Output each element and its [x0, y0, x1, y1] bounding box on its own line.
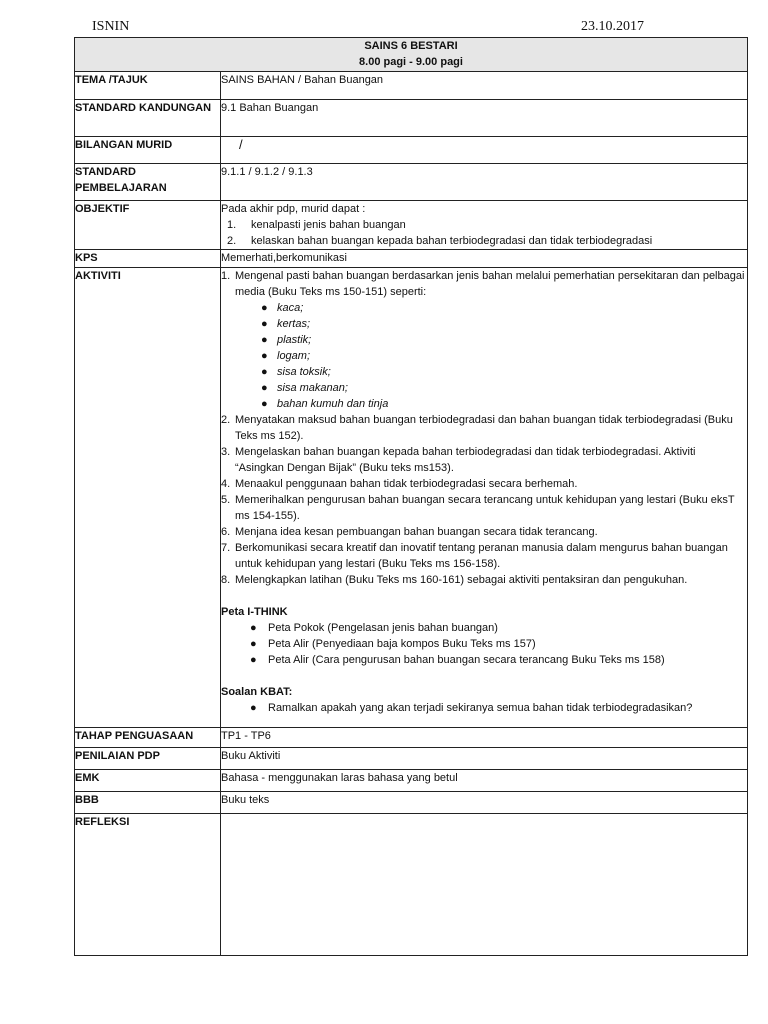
objektif-list: [221, 217, 747, 249]
bullet-icon: ●: [261, 350, 268, 362]
page-header-line: [92, 19, 644, 37]
title-row: [75, 38, 748, 72]
list-item: 2. Menyatakan maksud bahan buangan terbiodegradasi dan bahan buangan tidak terbiodegradasi (Buku Teks ms 152).: [221, 414, 733, 442]
bullet-icon: ●: [250, 622, 257, 634]
list-item: ● Peta Alir (Cara pengurusan bahan buangan secara terancang Buku Teks ms 158): [250, 654, 665, 666]
soalan-kbat-list: [221, 700, 747, 716]
list-item: ● bahan kumuh dan tinja: [261, 398, 389, 410]
list-item: ● kertas;: [261, 318, 311, 330]
tahap-label: TAHAP PENGUASAAN: [75, 728, 221, 748]
emk-label: EMK: [75, 770, 221, 792]
list-item: ● sisa toksik;: [261, 366, 331, 378]
day-label: ISNIN: [92, 19, 130, 34]
lesson-plan-table: [74, 37, 748, 956]
list-item: 5. Memerihalkan pengurusan bahan buangan secara terancang untuk kehidupan yang lestari (Buku eksT ms 154-155).: [221, 494, 735, 522]
refleksi-label: REFLEKSI: [75, 814, 221, 956]
standard-kandungan-value: 9.1 Bahan Buangan: [221, 100, 748, 137]
list-item: 2. kelaskan bahan buangan kepada bahan terbiodegradasi dan tidak terbiodegradasi: [227, 235, 653, 247]
row-penilaian: [75, 748, 748, 770]
list-item: ● Peta Pokok (Pengelasan jenis bahan buangan): [250, 622, 498, 634]
tahap-value: TP1 - TP6: [221, 728, 748, 748]
aktiviti-label: AKTIVITI: [75, 268, 221, 728]
list-item: 1. kenalpasti jenis bahan buangan: [227, 219, 406, 231]
kps-value: Memerhati,berkomunikasi: [221, 250, 748, 268]
penilaian-value: Buku Aktiviti: [221, 748, 748, 770]
row-tema: [75, 72, 748, 100]
objektif-intro: Pada akhir pdp, murid dapat :: [221, 203, 366, 215]
row-refleksi: [75, 814, 748, 956]
bilangan-murid-label: BILANGAN MURID: [75, 137, 221, 164]
row-bilangan-murid: [75, 137, 748, 164]
tema-label: TEMA /TAJUK: [75, 72, 221, 100]
tema-value: SAINS BAHAN / Bahan Buangan: [221, 72, 748, 100]
refleksi-value: [221, 814, 748, 956]
kps-label: KPS: [75, 250, 221, 268]
aktiviti-value: [221, 268, 748, 728]
peta-ithink-heading: Peta I-THINK: [221, 606, 288, 618]
standard-kandungan-label: STANDARD KANDUNGAN: [75, 100, 221, 137]
bullet-icon: ●: [250, 638, 257, 650]
standard-pembelajaran-value: 9.1.1 / 9.1.2 / 9.1.3: [221, 164, 748, 201]
time-title: 8.00 pagi - 9.00 pagi: [359, 56, 463, 68]
subject-title: SAINS 6 BESTARI: [364, 40, 458, 52]
list-item: ● Ramalkan apakah yang akan terjadi sekiranya semua bahan tidak terbiodegradasikan?: [250, 702, 693, 714]
list-item: 8. Melengkapkan latihan (Buku Teks ms 160-161) sebagai aktiviti pentaksiran dan pengukuhan.: [221, 574, 688, 586]
objektif-value: [221, 201, 748, 250]
bahan-bullet-list: [221, 300, 747, 412]
bullet-icon: ●: [261, 398, 268, 410]
bullet-icon: ●: [261, 334, 268, 346]
row-kps: [75, 250, 748, 268]
bullet-icon: ●: [261, 318, 268, 330]
list-item: ● sisa makanan;: [261, 382, 348, 394]
aktiviti-list: [221, 268, 747, 300]
list-item: 3. Mengelaskan bahan buangan kepada bahan terbiodegradasi dan tidak terbiodegradasi. Aktiviti “Asingkan Dengan Bijak” (Buku teks ms153).: [221, 446, 696, 474]
penilaian-label: PENILAIAN PDP: [75, 748, 221, 770]
bullet-icon: ●: [261, 382, 268, 394]
list-item: 4. Menaakul penggunaan bahan tidak terbiodegradasi secara berhemah.: [221, 478, 578, 490]
row-standard-kandungan: [75, 100, 748, 137]
standard-pembelajaran-label: STANDARD PEMBELAJARAN: [75, 164, 221, 201]
row-aktiviti: [75, 268, 748, 728]
bbb-value: Buku teks: [221, 792, 748, 814]
list-item: 1. Mengenal pasti bahan buangan berdasarkan jenis bahan melalui pemerhatian persekitaran dan pelbagai media (Buku Teks ms 150-151) seperti:: [221, 270, 745, 298]
spacer: [221, 588, 747, 604]
row-tahap: [75, 728, 748, 748]
list-item: ● logam;: [261, 350, 311, 362]
bullet-icon: ●: [261, 302, 268, 314]
bilangan-murid-text: /: [239, 137, 243, 152]
row-objektif: [75, 201, 748, 250]
emk-value: Bahasa - menggunakan laras bahasa yang betul: [221, 770, 748, 792]
bilangan-murid-value: [221, 137, 748, 164]
soalan-kbat-heading: Soalan KBAT:: [221, 686, 293, 698]
bbb-label: BBB: [75, 792, 221, 814]
aktiviti-steps: [221, 412, 747, 588]
row-emk: [75, 770, 748, 792]
row-bbb: [75, 792, 748, 814]
spacer: [221, 668, 747, 684]
list-item: ● plastik;: [261, 334, 312, 346]
bullet-icon: ●: [250, 702, 257, 714]
list-item: 6. Menjana idea kesan pembuangan bahan buangan secara tidak terancang.: [221, 526, 598, 538]
bullet-icon: ●: [250, 654, 257, 666]
peta-ithink-list: [221, 620, 747, 668]
row-standard-pembelajaran: [75, 164, 748, 201]
list-item: ● kaca;: [261, 302, 304, 314]
bullet-icon: ●: [261, 366, 268, 378]
title-cell: [75, 38, 748, 72]
list-item: ● Peta Alir (Penyediaan baja kompos Buku Teks ms 157): [250, 638, 536, 650]
objektif-label: OBJEKTIF: [75, 201, 221, 250]
list-item: 7. Berkomunikasi secara kreatif dan inovatif tentang peranan manusia dalam mengurus bahan buangan untuk kehidupan yang lestari (Buku Teks ms 156-158).: [221, 542, 728, 570]
date-label: 23.10.2017: [581, 19, 644, 34]
